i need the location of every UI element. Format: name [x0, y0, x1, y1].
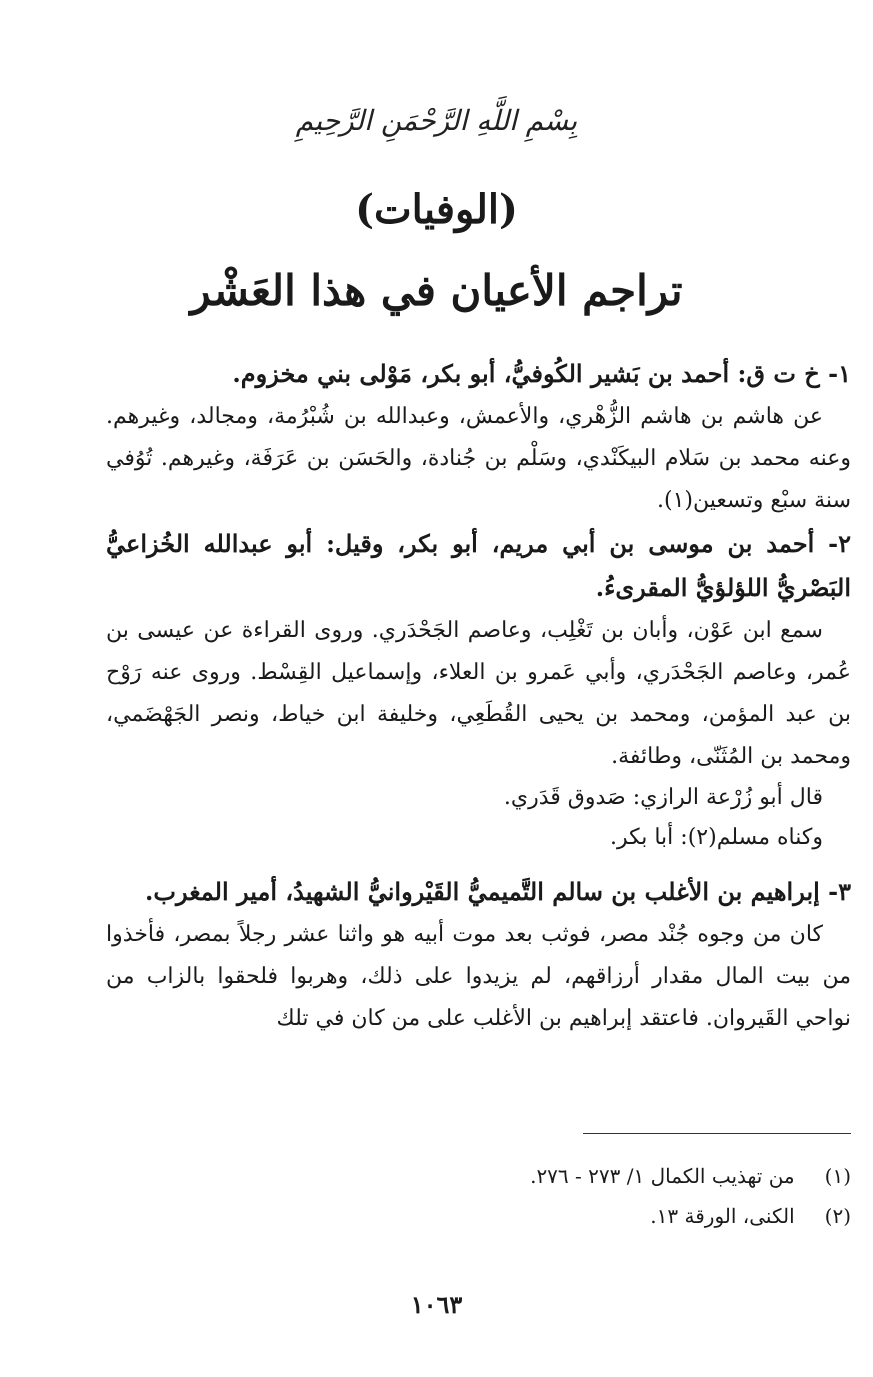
entry-paragraph: كان من وجوه جُنْد مصر، فوثب بعد موت أبيه هو واثنا عشر رجلاً بمصر، فأخذوا من بيت المال مقدار أرزاقهم، لم يزيدوا على ذلك، وهربوا فلحقوا بالزاب من نواحي القَيروان. فاعتقد إبراهيم بن الأغلب على من كان في تلك: [106, 922, 851, 1031]
footnote-divider: [583, 1133, 851, 1134]
entry-heading: ٣- إبراهيم بن الأغلب بن سالم التَّميميُّ القَيْروانيُّ الشهيدُ، أمير المغرب.: [145, 877, 851, 906]
page-number: ١٠٦٣: [410, 1290, 463, 1319]
entry-paragraph: عن هاشم بن هاشم الزُّهْري، والأعمش، وعبدالله بن شُبْرُمة، ومجالد، وغيرهم. وعنه محمد بن سَلام البيكَنْدي، وسَلْم بن جُنادة، والحَسَن بن عَرَفَة، وغيرهم. تُوُفي سنة سبْع وتسعين(١).: [106, 404, 851, 513]
entry-line: وكناه مسلم(٢): أبا بكر.: [609, 825, 823, 850]
footnote-text: الكنى، الورقة ١٣.: [650, 1204, 795, 1228]
footnote-1: [106, 1156, 851, 1196]
entry-2: [106, 522, 851, 858]
entry-heading: ٢- أحمد بن موسى بن أبي مريم، أبو بكر، وقيل: أبو عبدالله الخُزاعيُّ البَصْريُّ اللؤلؤيُّ المقرىءُ.: [106, 529, 851, 602]
entry-3: [106, 870, 851, 1040]
body-text: [106, 352, 851, 1040]
page-heading: تراجم الأعيان في هذا العَشْر: [190, 266, 683, 315]
footnote-number: (١): [824, 1164, 851, 1188]
entry-paragraph: سمع ابن عَوْن، وأبان بن تَغْلِب، وعاصم الجَحْدَري. وروى القراءة عن عيسى بن عُمر، وعاصم الجَحْدَري، وأبي عَمرو بن العلاء، وإسماعيل القِسْط. وروى عنه رَوْح بن عبد المؤمن، ومحمد بن يحيى القُطَعِي، وخليفة ابن خياط، ونصر الجَهْضَمي، ومحمد بن المُثَنّى، وطائفة.: [106, 618, 851, 769]
entry-heading: ١- خ ت ق: أحمد بن بَشير الكُوفيُّ، أبو بكر، مَوْلى بني مخزوم.: [232, 359, 851, 388]
basmala: بِسْمِ اللَّهِ الرَّحْمَنِ الرَّحِيمِ: [295, 104, 578, 137]
section-title: (الوفيات): [355, 186, 518, 233]
footnote-number: (٢): [824, 1204, 851, 1228]
spacer: [106, 858, 851, 870]
footnote-2: [106, 1196, 851, 1236]
footnote-text: من تهذيب الكمال ١/ ٢٧٣ - ٢٧٦.: [530, 1164, 795, 1188]
footnotes: [106, 1156, 851, 1236]
entry-1: [106, 352, 851, 522]
entry-line: قال أبو زُرْعة الرازي: صَدوق قَدَري.: [503, 785, 823, 810]
